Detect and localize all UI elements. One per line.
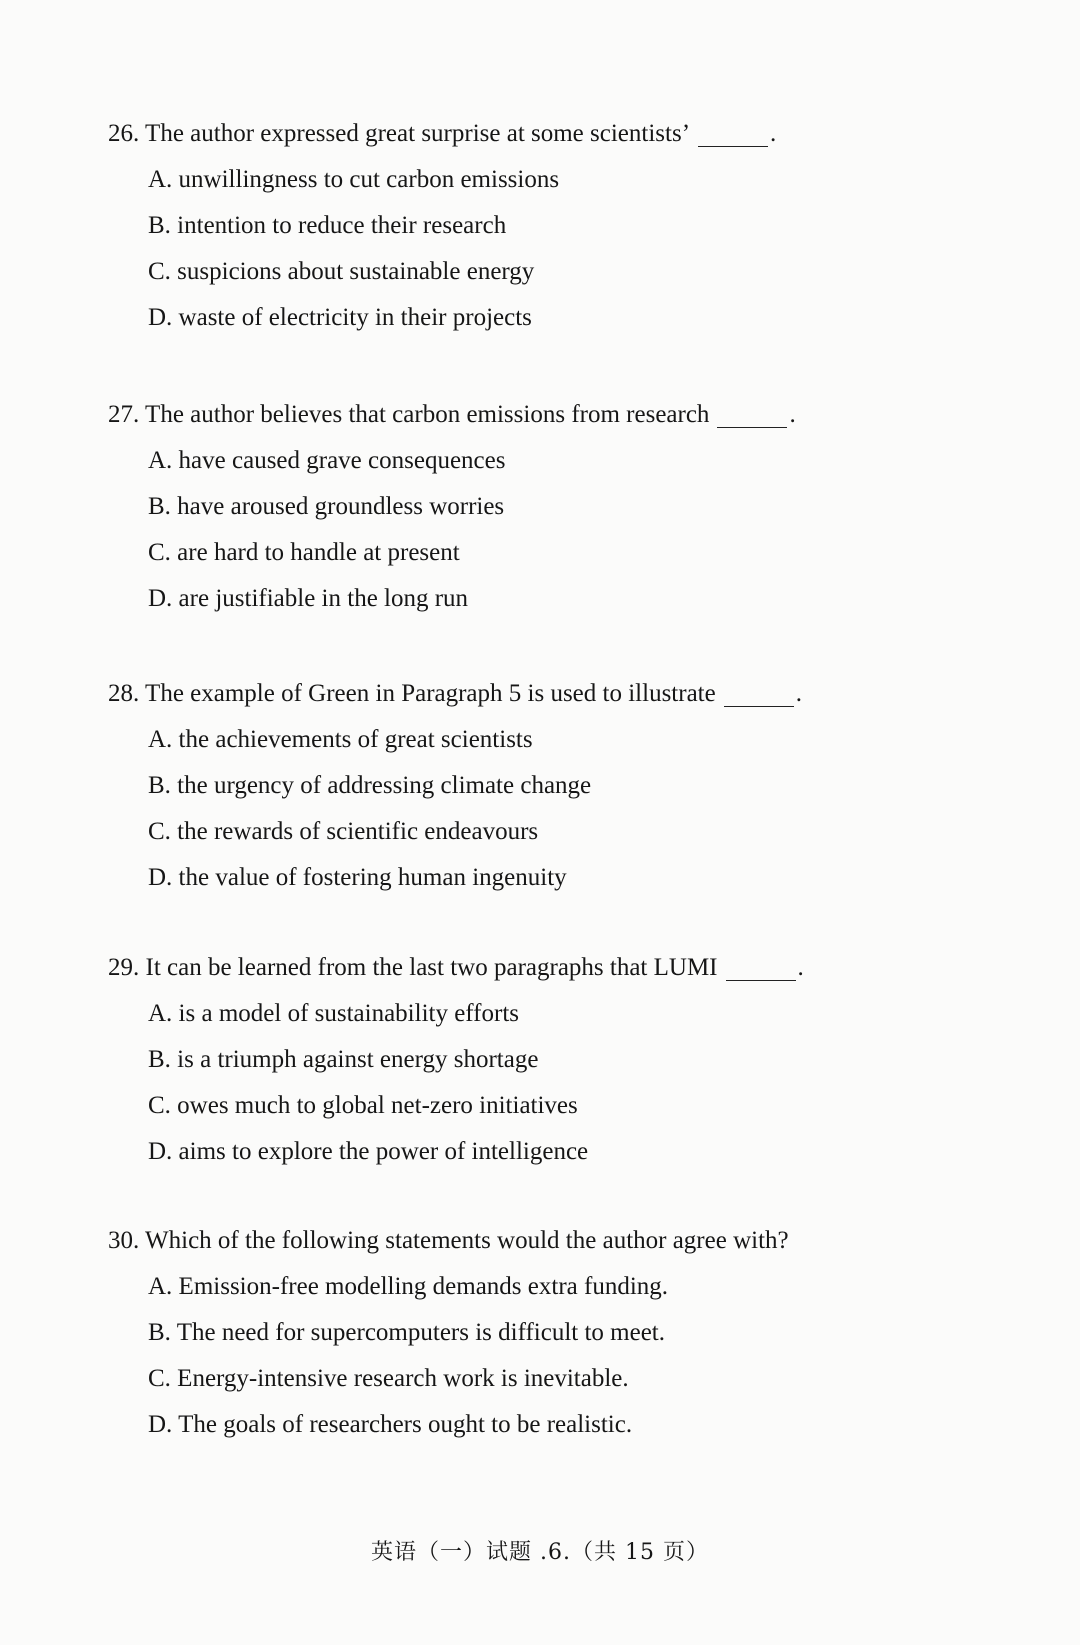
question-stem: 30. Which of the following statements would the author agree with?	[108, 1227, 789, 1254]
options-list	[108, 724, 1008, 908]
option-c: C. Energy-intensive research work is inevitable.	[148, 1365, 629, 1392]
option-a: A. unwillingness to cut carbon emissions	[148, 166, 560, 193]
option-d: D. are justifiable in the long run	[148, 585, 469, 612]
answer-blank	[724, 684, 794, 707]
options-list	[108, 1271, 1008, 1455]
option-b: B. have aroused groundless worries	[148, 493, 505, 520]
question-26	[108, 118, 1008, 348]
options-list	[108, 164, 1008, 348]
option-d: D. the value of fostering human ingenuity	[148, 864, 567, 891]
question-30	[108, 1225, 1008, 1455]
question-stem: 26. The author expressed great surprise at some scientists’ .	[108, 120, 777, 147]
option-c: C. are hard to handle at present	[148, 539, 460, 566]
option-a: A. the achievements of great scientists	[148, 726, 533, 753]
option-d: D. aims to explore the power of intelligence	[148, 1138, 589, 1165]
question-stem: 28. The example of Green in Paragraph 5 is used to illustrate .	[108, 680, 802, 707]
option-a: A. Emission-free modelling demands extra funding.	[148, 1273, 669, 1300]
answer-blank	[726, 958, 796, 981]
question-stem: 29. It can be learned from the last two paragraphs that LUMI .	[108, 954, 804, 981]
option-b: B. is a triumph against energy shortage	[148, 1046, 539, 1073]
answer-blank	[717, 405, 787, 428]
options-list	[108, 998, 1008, 1182]
answer-blank	[698, 124, 768, 147]
page-footer: 英语（一）试题 .6.（共 15 页）	[371, 1540, 709, 1565]
question-28	[108, 678, 1008, 908]
option-b: B. the urgency of addressing climate change	[148, 772, 592, 799]
question-27	[108, 399, 1008, 629]
option-d: D. waste of electricity in their projects	[148, 304, 532, 331]
options-list	[108, 445, 1008, 629]
option-c: C. owes much to global net-zero initiatives	[148, 1092, 578, 1119]
option-a: A. have caused grave consequences	[148, 447, 506, 474]
option-a: A. is a model of sustainability efforts	[148, 1000, 520, 1027]
option-d: D. The goals of researchers ought to be realistic.	[148, 1411, 633, 1438]
option-c: C. suspicions about sustainable energy	[148, 258, 535, 285]
option-b: B. The need for supercomputers is difficult to meet.	[148, 1319, 666, 1346]
question-stem: 27. The author believes that carbon emissions from research .	[108, 401, 796, 428]
question-29	[108, 952, 1008, 1182]
option-c: C. the rewards of scientific endeavours	[148, 818, 539, 845]
option-b: B. intention to reduce their research	[148, 212, 507, 239]
